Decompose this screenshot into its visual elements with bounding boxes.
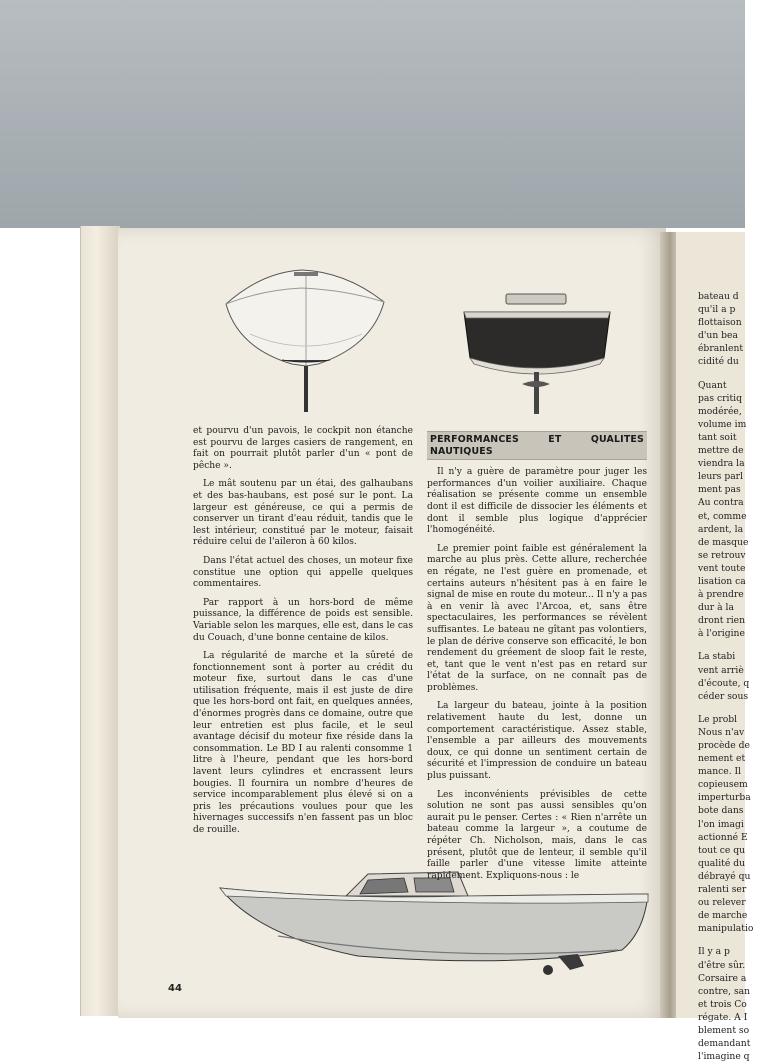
text-fragment: dur à la bbox=[698, 602, 734, 614]
text-fragment: se retrouv bbox=[698, 549, 746, 561]
text-fragment: à l'origine bbox=[698, 628, 745, 640]
text-fragment: contre, san bbox=[698, 985, 751, 997]
text-fragment: bateau d bbox=[698, 291, 739, 302]
right-page bbox=[676, 232, 754, 1063]
paragraph: Les inconvénients prévisibles de cette solution ne sont pas aussi sensibles qu'on aurait pu le penser. Certes : « Rien n'arrête un bateau comme la largeur », a coutume de répéter Ch. Nicholson, mais, dans le cas présent, plutôt que de lenteur, il semble qu'il faille parler d'une vitesse limite atteinte rapidement. Expliquons-nous : le bbox=[427, 789, 647, 881]
paragraph-gap bbox=[698, 369, 778, 379]
text-fragment: ralenti ser bbox=[698, 884, 747, 896]
text-fragment: Corsaire a bbox=[698, 972, 747, 984]
text-column-right bbox=[427, 431, 647, 889]
paragraph: et pourvu d'un pavois, le cockpit non étanche est pourvu de larges casiers de rangement, en fait on pourrait plutôt parler d'un « pont de pêche ». bbox=[193, 426, 413, 471]
section-heading: PERFORMANCES ET QUALITES NAUTIQUES bbox=[427, 431, 647, 460]
text-fragment: blement so bbox=[698, 1024, 750, 1036]
text-fragment: qualité du bbox=[698, 857, 746, 869]
text-fragment: mettre de bbox=[698, 445, 744, 457]
right-page-text-fragments bbox=[698, 290, 778, 1063]
text-fragment: vent toute bbox=[698, 562, 746, 574]
text-fragment: flottaison bbox=[698, 317, 742, 329]
text-fragment: viendra la bbox=[698, 458, 745, 470]
text-fragment: l'on imagi bbox=[698, 818, 744, 830]
text-fragment: de marche bbox=[698, 910, 748, 922]
text-fragment: qu'il a p bbox=[698, 304, 736, 316]
text-fragment: tant soit bbox=[698, 431, 737, 443]
text-fragment: La stabi bbox=[698, 651, 736, 663]
text-fragment: copieusem bbox=[698, 779, 748, 791]
text-fragment: Le probl bbox=[698, 713, 738, 725]
book-page-edges bbox=[80, 226, 120, 1016]
scanner-background bbox=[0, 0, 745, 228]
text-fragment: d'écoute, q bbox=[698, 677, 750, 689]
text-fragment: régate. A I bbox=[698, 1011, 748, 1023]
paragraph: Dans l'état actuel des choses, un moteur fixe constitue une option qui appelle quelques commentaires. bbox=[193, 555, 413, 590]
page-number: 44 bbox=[168, 983, 182, 994]
paragraph: Le premier point faible est généralement la marche au plus près. Cette allure, recherchée en régate, ne l'est guère en promenade, et certains auteurs n'hésitent pas à en faire le signal de mise en route du moteur... Il n'y a pas à en venir là avec l'Arcoa, et, sans être spectaculaires, les performances se révèlent suffisantes. Le bateau ne gîtant pas volontiers, le plan de dérive conserve son efficacité, le bon rendement du gréement de sloop fait le reste, et, tant que le vent n'est pas en retard sur l'état de la surface, on ne connaît pas de problèmes. bbox=[427, 543, 647, 693]
hull-bow-photo bbox=[222, 268, 388, 414]
paragraph-gap bbox=[698, 640, 778, 650]
text-fragment: lisation ca bbox=[698, 575, 746, 587]
paragraph: La largeur du bateau, jointe à la position relativement haute du lest, donne un comportement caractéristique. Assez stable, l'ensemble a par ailleurs des mouvements doux, ce qui donne un sentiment certain de sécurité et l'impression de conduire un bateau plus puissant. bbox=[427, 701, 647, 782]
text-fragment: actionné E bbox=[698, 831, 748, 843]
text-fragment: leurs parl bbox=[698, 471, 744, 483]
text-fragment: débrayé qu bbox=[698, 870, 751, 882]
text-fragment: demandant bbox=[698, 1038, 751, 1050]
text-fragment: cidité du bbox=[698, 356, 739, 368]
text-fragment: manipulatio bbox=[698, 923, 754, 935]
paragraph: Par rapport à un hors-bord de même puissance, la différence de poids est sensible. Variable selon les marques, elle est, dans le cas du Couach, d'une bonne centaine de kilos. bbox=[193, 597, 413, 643]
text-fragment: l'imagine q bbox=[698, 1051, 750, 1063]
paragraph: La régularité de marche et la sûreté de fonctionnement sont à porter au crédit du moteur fixe, surtout dans le cas d'une utilisation fréquente, mais il est juste de dire que les hors-bord ont fait, en quelques années, d'énormes progrès dans ce domaine, outre que leur entretien est plus facile, et le seul avantage décisif du moteur fixe réside dans la consommation. Le BD I au ralenti consomme 1 litre à l'heure, pendant que les hors-bord lavent leurs cylindres et encrassent leurs bougies. Il fournira un nombre d'heures de service incomparablement plus élevé si on a pris les précautions voulues pour que les hivernages successifs n'en fassent pas un bloc de rouille. bbox=[193, 651, 413, 835]
text-fragment: d'un bea bbox=[698, 330, 738, 342]
text-fragment: mance. Il bbox=[698, 766, 742, 778]
text-fragment: nement et bbox=[698, 753, 746, 765]
text-fragment: Nous n'av bbox=[698, 726, 745, 738]
text-fragment: bote dans bbox=[698, 805, 744, 817]
text-fragment: ébranlent bbox=[698, 343, 744, 355]
text-fragment: et trois Co bbox=[698, 998, 747, 1010]
paragraph: Il n'y a guère de paramètre pour juger les performances d'un voilier auxiliaire. Chaque réalisation se présente comme un ensemble dont il est difficile de dissocier les éléments et dont il semble plus logique d'apprécier l'homogénéité. bbox=[427, 467, 647, 536]
text-fragment: céder sous bbox=[698, 690, 749, 702]
text-fragment: ment pas bbox=[698, 484, 741, 496]
text-fragment: Quant bbox=[698, 379, 727, 391]
text-fragment: procède de bbox=[698, 740, 750, 751]
text-fragment: imperturba bbox=[698, 792, 751, 804]
text-fragment: pas critiq bbox=[698, 392, 742, 404]
text-fragment: Il y a p bbox=[698, 946, 730, 958]
text-fragment: vent arriè bbox=[698, 664, 744, 676]
paragraph: Le mât soutenu par un étai, des galhaubans et des bas-haubans, est posé sur le pont. La largeur est généreuse, ce qui a permis de conserver un tirant d'eau réduit, tandis que le lest intérieur, constitué par le moteur, faisait réduire celui de l'aileron à 60 kilos. bbox=[193, 479, 413, 548]
paragraph-gap bbox=[698, 703, 778, 713]
text-fragment: de masque bbox=[698, 536, 749, 548]
text-fragment: dront rien bbox=[698, 615, 746, 627]
text-fragment: tout ce qu bbox=[698, 844, 746, 856]
text-fragment: ou relever bbox=[698, 897, 746, 909]
paragraph-gap bbox=[698, 935, 778, 945]
text-fragment: volume im bbox=[698, 418, 747, 430]
hull-stern-photo bbox=[460, 292, 614, 416]
text-column-left bbox=[193, 426, 413, 844]
text-fragment: Au contra bbox=[698, 497, 744, 509]
text-fragment: modérée, bbox=[698, 405, 742, 417]
text-fragment: à prendre bbox=[698, 589, 744, 601]
text-fragment: et, comme bbox=[698, 510, 747, 522]
text-fragment: d'être sûr. bbox=[698, 959, 746, 971]
text-fragment: ardent, la bbox=[698, 523, 744, 535]
